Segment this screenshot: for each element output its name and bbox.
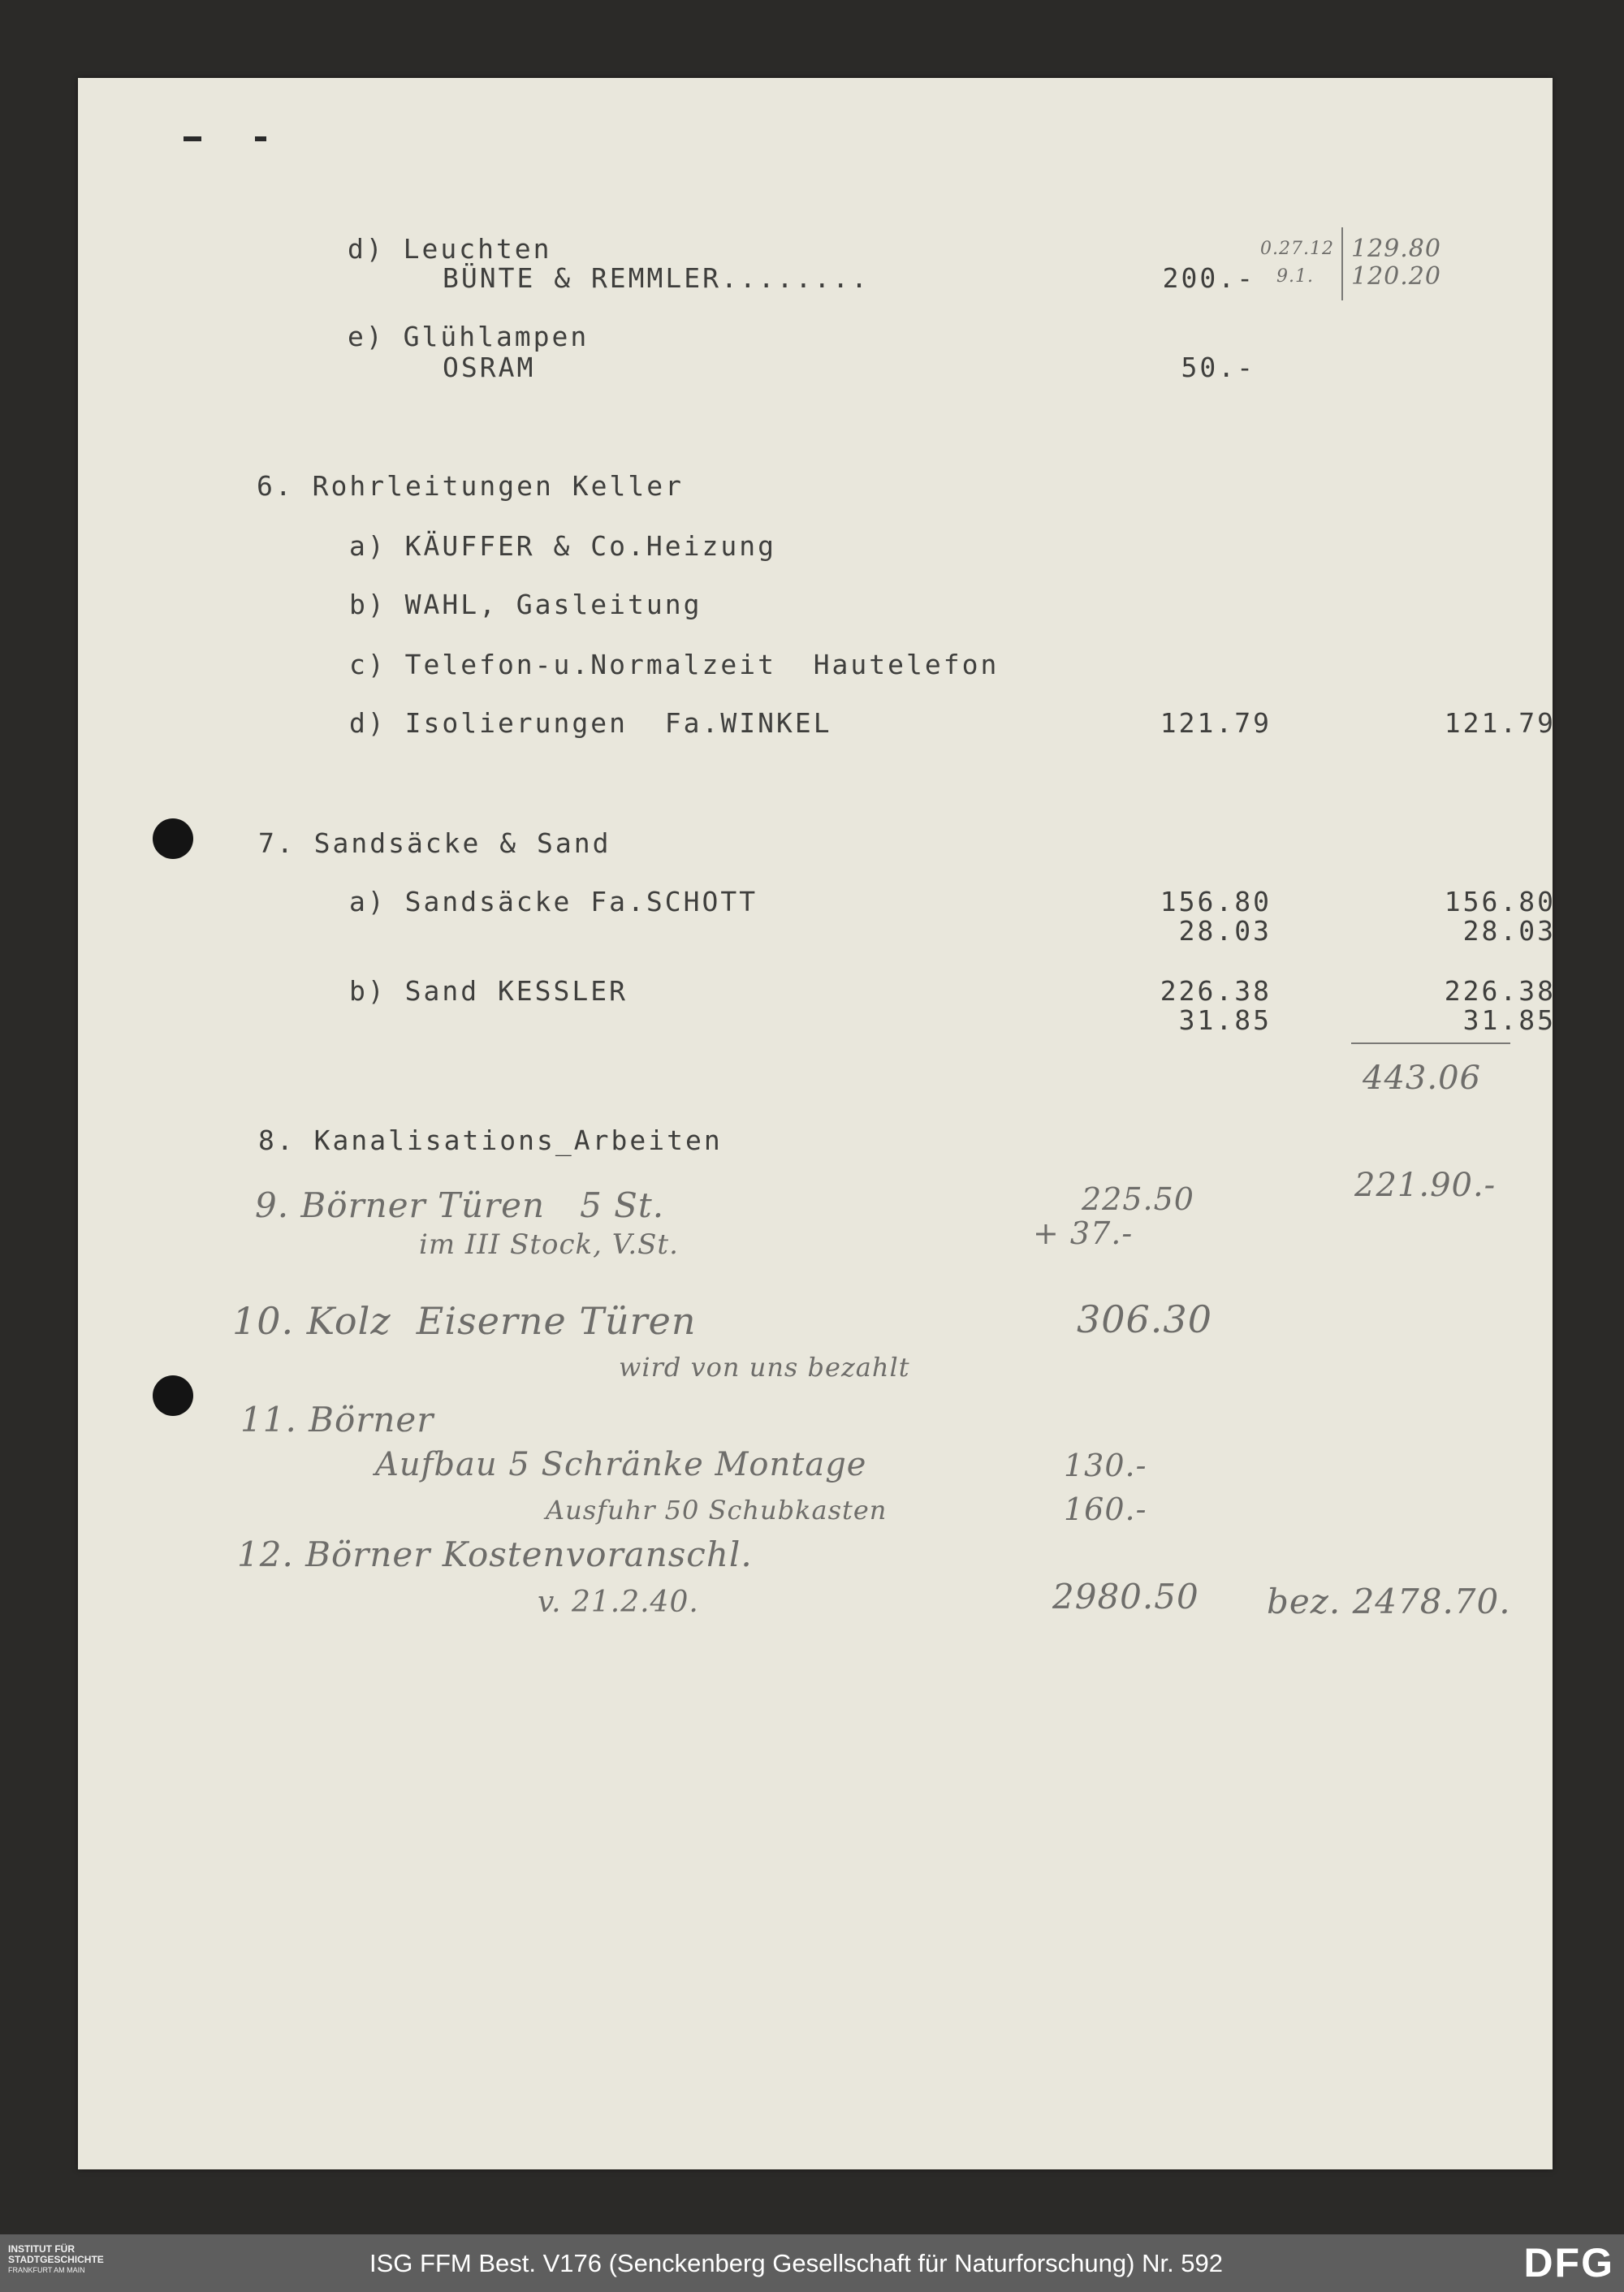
sum-underline [1351,1042,1510,1044]
hw-item-9-line1: 9. Börner Türen 5 St. [255,1185,665,1225]
hw-date-2: 9.1. [1276,266,1314,287]
item-e-supplier: OSRAM [443,352,536,383]
item-6-heading: 6. Rohrleitungen Keller [257,470,684,502]
item-6b: b) WAHL, Gasleitung [349,589,702,620]
hw-item-10-line2: wird von uns bezahlt [619,1352,910,1383]
item-7b-total-1: 226.38 [1444,975,1556,1007]
punch-hole [153,818,193,859]
corner-mark [184,136,201,141]
hw-total: 2980.50 [1052,1577,1199,1616]
dfg-logo: DFG [1523,2240,1614,2286]
hw-divider [1341,227,1343,300]
archive-caption: ISG FFM Best. V176 (Senckenberg Gesellschaft für Naturforschung) Nr. 592 [369,2249,1224,2277]
hw-item-9-amount1: 225.50 [1082,1181,1194,1217]
hw-item-11-line1: 11. Börner [240,1400,434,1440]
item-7a-amount-1: 156.80 [1160,886,1272,917]
item-6d-amount: 121.79 [1160,707,1272,739]
institute-label [8,2244,154,2276]
item-e-gluehlampen: e) Glühlampen [348,321,590,352]
item-6a: a) KÄUFFER & Co.Heizung [349,530,776,562]
hw-item-10-amount: 306.30 [1077,1297,1212,1341]
item-d-supplier: BÜNTE & REMMLER........ [443,262,870,294]
item-8-heading: 8. Kanalisations_Arbeiten [258,1124,723,1156]
item-7a-amount-2: 28.03 [1178,915,1272,947]
document-page [78,78,1556,2169]
item-7a: a) Sandsäcke Fa.SCHOTT [349,886,758,917]
institute-line-1: INSTITUT FÜR [8,2243,75,2255]
item-6d-amount-total: 121.79 [1444,707,1556,739]
hw-item-9-amount2: + 37.- [1033,1215,1134,1251]
corner-mark [255,136,266,141]
item-e-amount: 50.- [1181,352,1255,383]
hw-item-8-amount: 221.90.- [1354,1167,1497,1204]
hw-amount-2: 120.20 [1351,262,1441,291]
hw-item-10-line1: 10. Kolz Eiserne Türen [232,1299,697,1343]
hw-date-1: 0.27.12 [1260,239,1334,259]
item-7b: b) Sand KESSLER [349,975,628,1007]
hw-sum-7: 443.06 [1363,1060,1481,1097]
hw-item-12-line1: 12. Börner Kostenvoranschl. [237,1534,753,1574]
item-7b-amount-2: 31.85 [1178,1004,1272,1036]
item-d-leuchten: d) Leuchten [348,233,552,265]
item-6c: c) Telefon-u.Normalzeit Hautelefon [349,649,1000,680]
item-7a-total-1: 156.80 [1444,886,1556,917]
hw-item-11-line3: Ausfuhr 50 Schubkasten [546,1495,888,1526]
item-7b-amount-1: 226.38 [1160,975,1272,1007]
hw-item-11-amount1: 130.- [1064,1448,1147,1483]
punch-hole [153,1375,193,1416]
hw-item-11-line2: Aufbau 5 Schränke Montage [375,1446,867,1483]
institute-line-2: STADTGESCHICHTE [8,2254,104,2265]
item-7-heading: 7. Sandsäcke & Sand [258,827,611,859]
hw-paid: bez. 2478.70. [1267,1582,1511,1621]
item-d-amount: 200.- [1162,262,1255,294]
hw-item-11-amount2: 160.- [1064,1491,1147,1527]
item-7b-total-2: 31.85 [1462,1004,1556,1036]
hw-amount-1: 129.80 [1351,235,1441,263]
item-6d: d) Isolierungen Fa.WINKEL [349,707,832,739]
institute-line-3: FRANKFURT AM MAIN [8,2266,85,2274]
item-7a-total-2: 28.03 [1462,915,1556,947]
archive-footer [0,2234,1624,2292]
hw-item-12-line2: v. 21.2.40. [538,1586,699,1619]
hw-item-9-line2: im III Stock, V.St. [419,1228,679,1261]
